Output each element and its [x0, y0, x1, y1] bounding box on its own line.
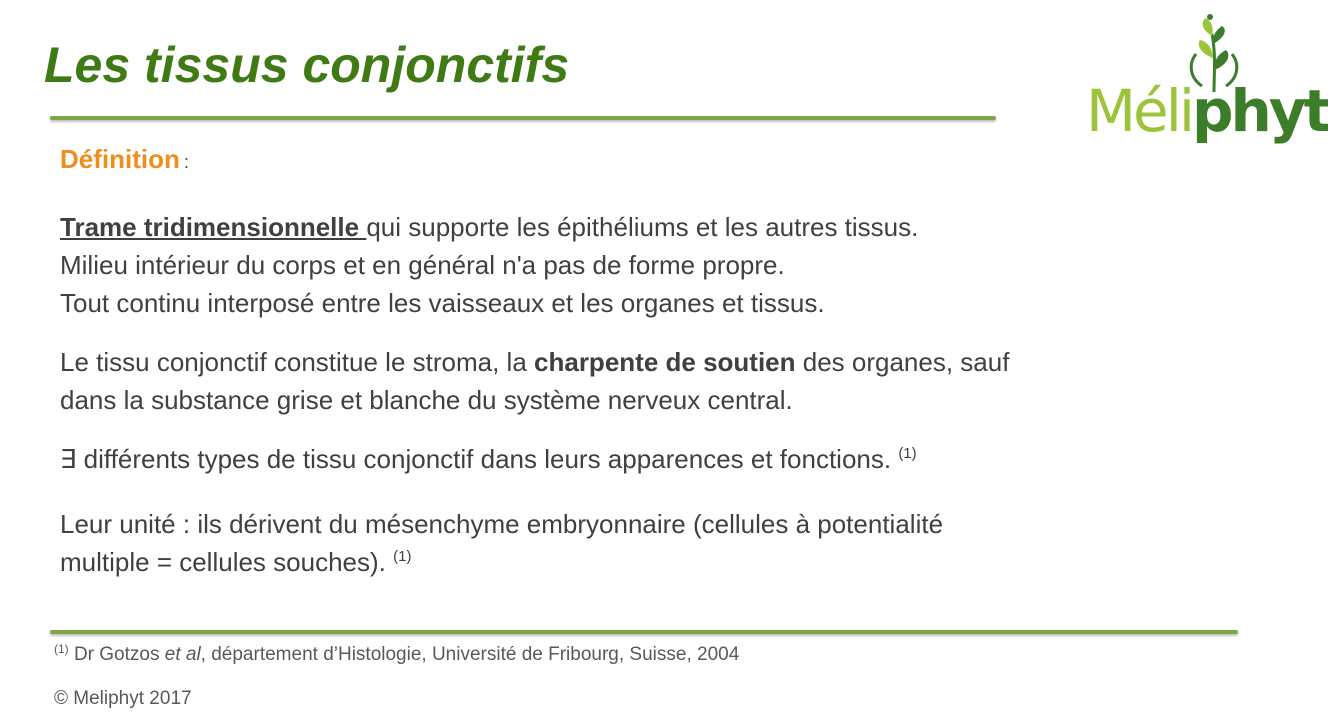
slide-title: Les tissus conjonctifs — [44, 37, 570, 93]
logo-text-phyt: phyt — [1191, 77, 1328, 145]
paragraph-text: Le tissu conjonctif constitue le stroma, la — [60, 347, 535, 377]
paragraph-text: multiple = cellules souches). — [60, 547, 394, 577]
paragraph-line: dans la substance grise et blanche du système nerveux central. — [60, 385, 793, 415]
paragraph-structure — [60, 208, 1140, 322]
footnote-italic: et al — [164, 644, 201, 665]
paragraph-text: qui supporte les épithéliums et les autres tissus. — [366, 212, 919, 242]
definition-heading — [60, 144, 189, 175]
paragraph-line: Milieu intérieur du corps et en général n'a pas de forme propre. — [60, 250, 785, 280]
term-trame-tridimensionnelle: Trame tridimensionnelle — [60, 212, 367, 242]
paragraph-line — [60, 208, 1140, 246]
footnote-marker: (1) — [54, 642, 69, 656]
definition-colon: : — [183, 152, 189, 172]
paragraph-line — [60, 543, 1140, 581]
copyright: © Meliphyt 2017 — [54, 688, 192, 709]
footnote — [54, 644, 739, 666]
reference-marker: (1) — [898, 445, 917, 462]
paragraph-types — [60, 440, 1140, 478]
footnote-text: Dr Gotzos — [68, 644, 165, 665]
reference-marker: (1) — [393, 548, 412, 565]
footnote-text: , département d’Histologie, Université de Fribourg, Suisse, 2004 — [200, 644, 740, 665]
paragraph-text: des organes, sauf — [795, 347, 1010, 377]
paragraph-line — [60, 440, 1140, 478]
paragraph-line — [60, 343, 1140, 381]
meliphyt-logo — [1086, 14, 1328, 154]
paragraph-mesenchyme — [60, 505, 1140, 581]
paragraph-text: ∃ différents types de tissu conjonctif dans leurs apparences et fonctions. — [60, 444, 899, 474]
logo-text-meli: Méli — [1086, 77, 1192, 145]
paragraph-stroma — [60, 343, 1140, 419]
definition-label: Définition — [60, 144, 180, 174]
footer-rule — [50, 630, 1238, 634]
paragraph-line: Tout continu interposé entre les vaisseaux et les organes et tissus. — [60, 288, 825, 318]
title-underline — [50, 116, 996, 120]
bold-charpente: charpente de soutien — [534, 347, 796, 377]
paragraph-line: Leur unité : ils dérivent du mésenchyme embryonnaire (cellules à potentialité — [60, 509, 944, 539]
